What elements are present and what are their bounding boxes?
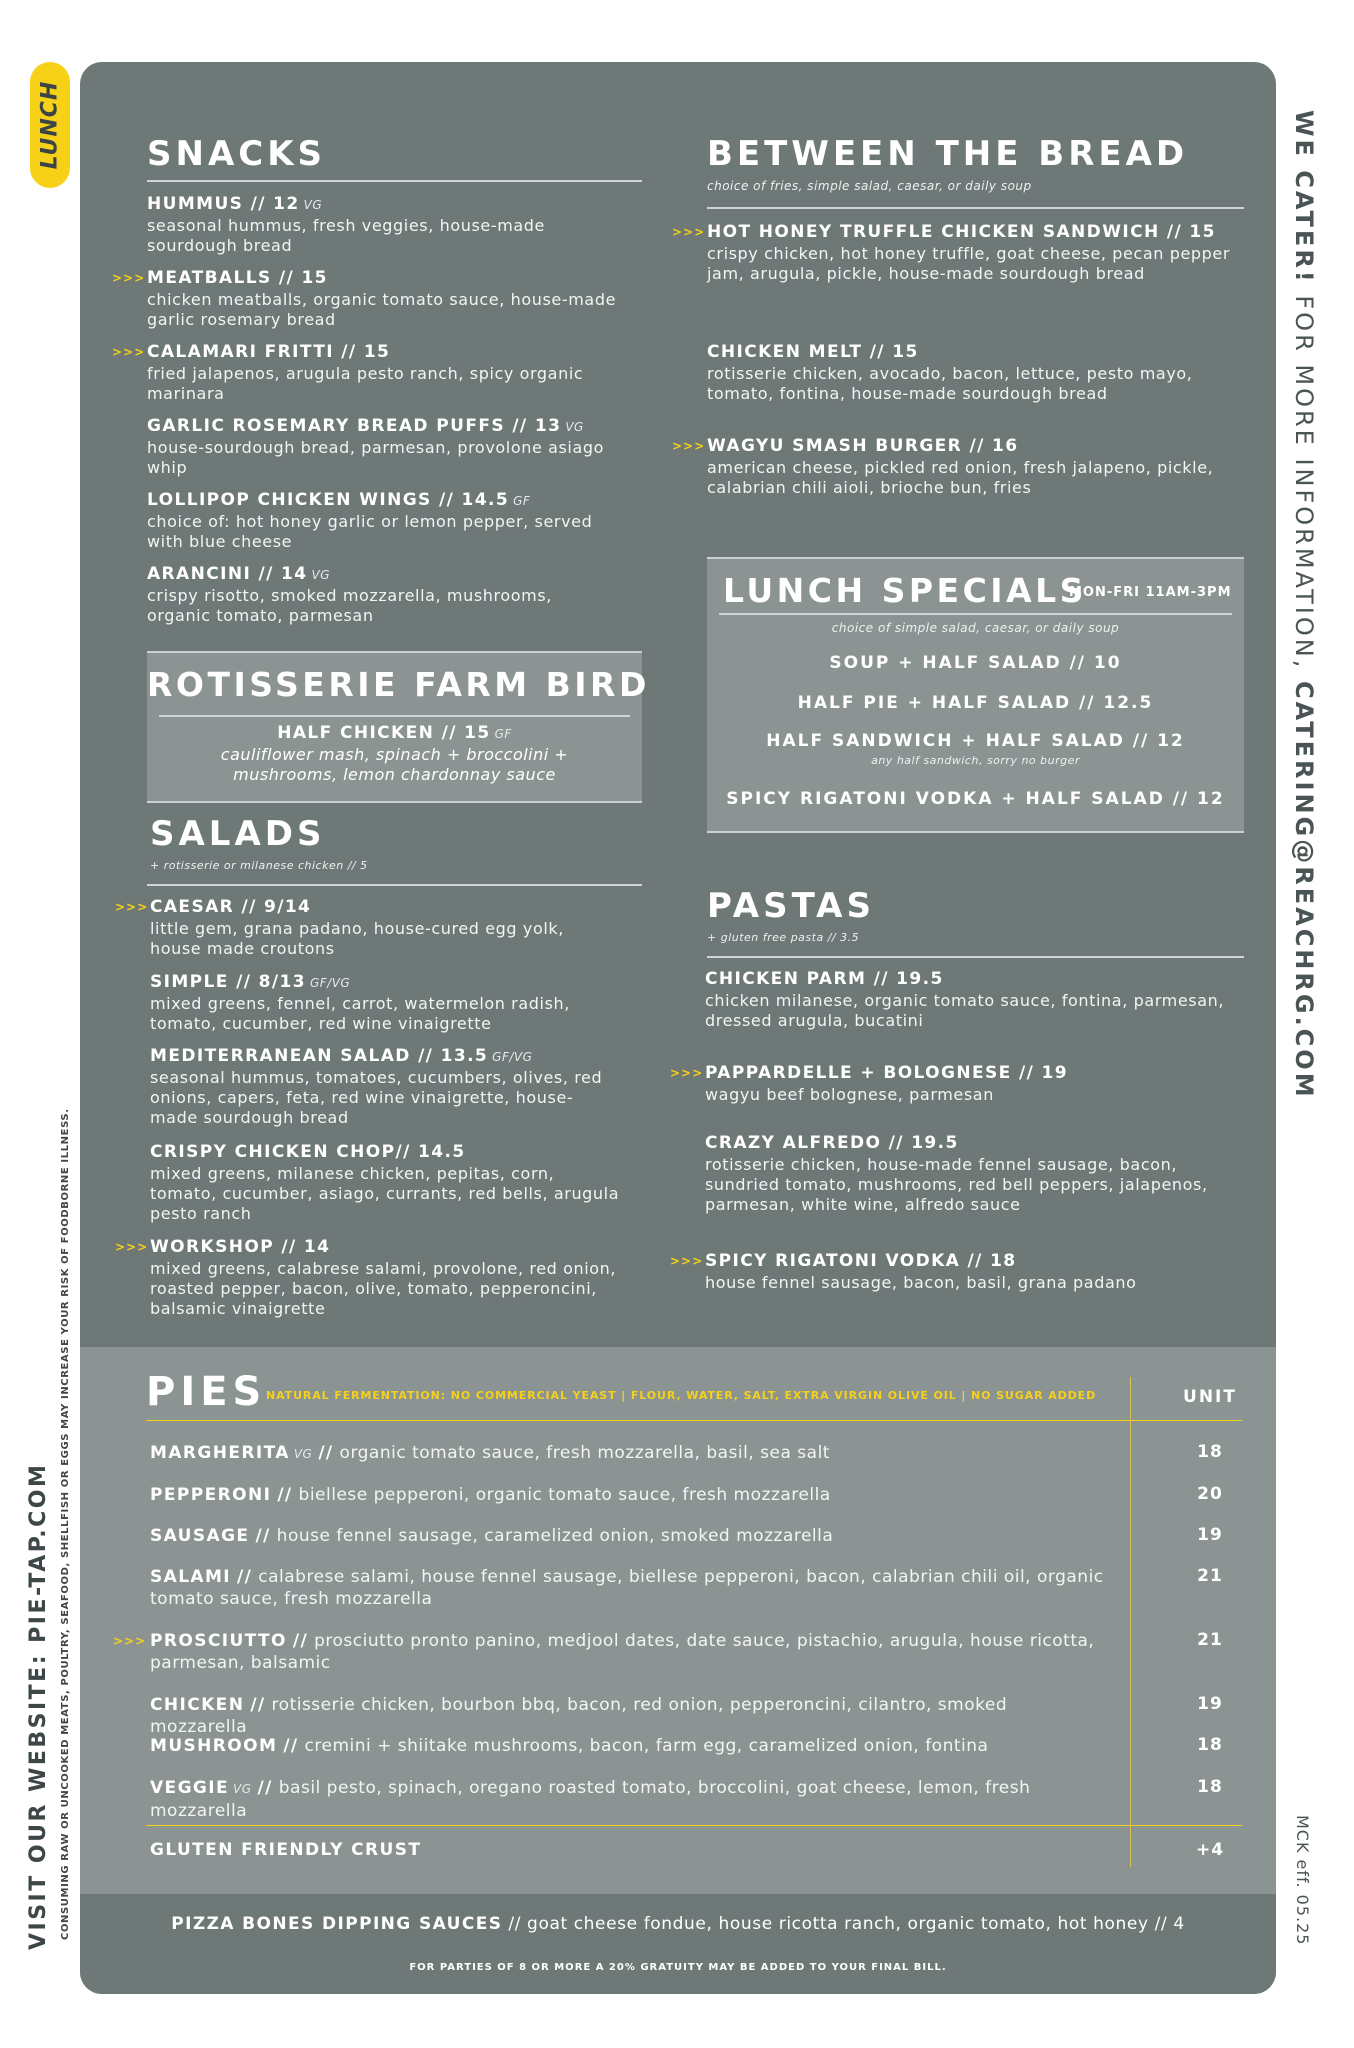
pie-price: 21 [1197, 1630, 1223, 1650]
featured-marker: >>> [670, 1254, 704, 1268]
pies-header-rule [146, 1420, 1242, 1421]
pie-name: SALAMI [150, 1567, 232, 1587]
catering-email[interactable]: CATERING@REACHRG.COM [1290, 680, 1318, 1100]
menu-item-name [707, 436, 1019, 456]
pie-separator: // [292, 1631, 309, 1651]
menu-item-desc: crispy chicken, hot honey truffle, goat cheese, pecan pepper jam, arugula, pickle, house-made sourdough bread [707, 244, 1231, 283]
website-vertical: VISIT OUR WEBSITE: PIE-TAP.COM [26, 1462, 51, 1950]
pie-name: MARGHERITA [150, 1443, 290, 1463]
pie-price: 18 [1197, 1777, 1223, 1797]
pie-desc: prosciutto pronto panino, medjool dates, date sauce, pistachio, arugula, house ricotta, parmesan, balsamic [150, 1631, 1095, 1673]
rotisserie-title: ROTISSERIE FARM BIRD [147, 665, 650, 704]
pastas-rule [707, 956, 1244, 958]
lunch-special-3: HALF SANDWICH + HALF SALAD // 12 [766, 731, 1185, 751]
pies-title: PIES [146, 1369, 267, 1415]
rotisserie-box [147, 651, 650, 803]
pie-row [150, 1484, 1110, 1506]
lunch-special-4: SPICY RIGATONI VODKA + HALF SALAD // 12 [726, 789, 1225, 809]
item-name-text: HOT HONEY TRUFFLE CHICKEN SANDWICH // 15 [707, 222, 1216, 242]
pie-name: PROSCIUTTO [150, 1631, 287, 1651]
menu-item-name [147, 268, 328, 288]
pastas-title: PASTAS [707, 886, 875, 926]
pie-row [150, 1777, 1110, 1822]
pie-desc: house fennel sausage, caramelized onion, smoked mozzarella [276, 1526, 834, 1546]
pie-name: SAUSAGE [150, 1526, 250, 1546]
version-code: MCK eff. 05.25 [1293, 1815, 1312, 1946]
pies-footer-rule [146, 1825, 1242, 1826]
diet-tag: GF/VG [309, 976, 351, 990]
menu-item-name [147, 342, 390, 362]
menu-item-desc: mixed greens, milanese chicken, pepitas, corn, tomato, cucumber, asiago, currants, red bells, arugula pesto ranch [150, 1164, 620, 1223]
dipping-sauces [80, 1914, 1276, 1934]
featured-marker: >>> [112, 345, 146, 359]
item-name-text: SIMPLE // 8/13 [150, 972, 306, 992]
lunch-specials-box [707, 557, 1244, 833]
lunch-special-1: SOUP + HALF SALAD // 10 [829, 653, 1122, 673]
lunch-special-note: any half sandwich, sorry no burger [871, 754, 1080, 767]
menu-item-desc: rotisserie chicken, avocado, bacon, lettuce, pesto mayo, tomato, fontina, house-made sourdough bread [707, 364, 1193, 403]
pie-row [150, 1442, 1110, 1465]
featured-marker: >>> [672, 439, 706, 453]
menu-item-name [147, 416, 584, 436]
dipping-sauces-name: PIZZA BONES DIPPING SAUCES [171, 1914, 503, 1934]
item-name-text: CAESAR // 9/14 [150, 897, 312, 917]
diet-tag: GF/VG [492, 1050, 533, 1064]
pie-price: 19 [1197, 1694, 1223, 1714]
pastas-subtitle: + gluten free pasta // 3.5 [707, 931, 860, 944]
pie-price: 19 [1197, 1525, 1223, 1545]
we-cater-text: WE CATER! [1290, 110, 1318, 285]
dipping-sauces-desc: // goat cheese fondue, house ricotta ranch, organic tomato, hot honey // 4 [502, 1914, 1185, 1934]
pies-price-divider [1130, 1377, 1131, 1867]
pie-name: PEPPERONI [150, 1485, 272, 1505]
menu-item-desc: wagyu beef bolognese, parmesan [705, 1085, 994, 1104]
menu-item-desc: seasonal hummus, tomatoes, cucumbers, olives, red onions, capers, feta, red wine vinaigrette, house-made sourdough bread [150, 1068, 603, 1127]
item-name-text: LOLLIPOP CHICKEN WINGS // 14.5 [147, 490, 510, 510]
snacks-rule [147, 180, 642, 182]
item-name-text: PAPPARDELLE + BOLOGNESE // 19 [705, 1063, 1068, 1083]
pies-section [80, 1347, 1276, 1894]
menu-item-name [150, 972, 350, 992]
pie-price: 18 [1197, 1442, 1223, 1462]
featured-marker: >>> [672, 225, 706, 239]
featured-marker: >>> [113, 1634, 147, 1648]
menu-item-desc: little gem, grana padano, house-cured egg yolk, house made croutons [150, 919, 564, 958]
unit-header: UNIT [1183, 1387, 1237, 1407]
salads-subtitle: + rotisserie or milanese chicken // 5 [150, 859, 368, 872]
pie-name: CHICKEN [150, 1695, 245, 1715]
lunch-specials-rule [719, 613, 1232, 615]
item-name-text: MEDITERRANEAN SALAD // 13.5 [150, 1046, 489, 1066]
pie-name: MUSHROOM [150, 1736, 278, 1756]
lunch-specials-subtitle: choice of simple salad, caesar, or daily soup [831, 621, 1120, 635]
pie-row [150, 1525, 1110, 1547]
menu-item-desc: chicken milanese, organic tomato sauce, fontina, parmesan, dressed arugula, bucatini [705, 991, 1225, 1030]
more-info-text: FOR MORE INFORMATION, [1290, 284, 1318, 681]
menu-item-desc: chicken meatballs, organic tomato sauce, house-made garlic rosemary bread [147, 290, 617, 329]
pie-price: 21 [1197, 1566, 1223, 1586]
menu-item-desc: mixed greens, calabrese salami, provolone, red onion, roasted pepper, bacon, olive, tomato, pepperoncini, balsamic vinaigrette [150, 1259, 617, 1318]
featured-marker: >>> [115, 1240, 149, 1254]
gratuity-note: FOR PARTIES OF 8 OR MORE A 20% GRATUITY MAY BE ADDED TO YOUR FINAL BILL. [409, 1962, 947, 1973]
menu-card [80, 62, 1276, 1994]
diet-tag: VG [565, 420, 584, 434]
item-name-text: CHICKEN PARM // 19.5 [705, 969, 944, 989]
item-name-text: ARANCINI // 14 [147, 564, 308, 584]
item-name-text: WORKSHOP // 14 [150, 1237, 331, 1257]
menu-item-desc: mixed greens, fennel, carrot, watermelon radish, tomato, cucumber, red wine vinaigrette [150, 994, 570, 1033]
pie-desc: rotisserie chicken, bourbon bbq, bacon, red onion, pepperoncini, cilantro, smoked mozzarella [150, 1695, 1008, 1737]
menu-item-desc: rotisserie chicken, house-made fennel sausage, bacon, sundried tomato, mushrooms, red bell peppers, jalapenos, parmesan, white wine, alfredo sauce [705, 1155, 1208, 1214]
menu-item-name [150, 1142, 466, 1162]
menu-item-desc: seasonal hummus, fresh veggies, house-made sourdough bread [147, 216, 545, 255]
menu-item-name [707, 342, 919, 362]
menu-item-name [150, 897, 311, 917]
pie-name: VEGGIE [150, 1778, 230, 1798]
rotisserie-desc: cauliflower mash, spinach + broccolini + mushrooms, lemon chardonnay sauce [220, 745, 569, 784]
featured-marker: >>> [670, 1066, 704, 1080]
menu-item-name [705, 969, 944, 989]
item-name-text: GARLIC ROSEMARY BREAD PUFFS // 13 [147, 416, 562, 436]
diet-tag: GF [513, 494, 531, 508]
diet-tag: VG [233, 1782, 252, 1796]
pie-price: 20 [1197, 1484, 1223, 1504]
pie-separator: // [318, 1443, 334, 1463]
pie-desc: basil pesto, spinach, oregano roasted tomato, broccolini, goat cheese, lemon, fresh mozzarella [150, 1778, 1031, 1821]
lunch-tab-label: LUNCH [37, 80, 63, 170]
pie-separator: // [250, 1695, 266, 1715]
catering-vertical [1290, 110, 1318, 1100]
featured-marker: >>> [115, 900, 149, 914]
salads-title: SALADS [150, 814, 326, 854]
rotisserie-item-name: HALF CHICKEN // 15 [277, 723, 491, 743]
featured-marker: >>> [112, 271, 146, 285]
menu-item-name [705, 1063, 1068, 1083]
gluten-crust-price: +4 [1195, 1840, 1225, 1860]
rotisserie-rule [159, 715, 630, 717]
menu-item-desc: choice of: hot honey garlic or lemon pepper, served with blue cheese [147, 512, 593, 551]
rotisserie-item [147, 723, 642, 743]
pie-separator: // [255, 1526, 271, 1546]
lunch-specials-hours: MON-FRI 11AM-3PM [1069, 585, 1232, 600]
menu-item-name [150, 1237, 330, 1257]
menu-item-name [147, 564, 330, 584]
pie-separator: // [283, 1736, 299, 1756]
lunch-tab [30, 62, 70, 188]
gluten-crust-label: GLUTEN FRIENDLY CRUST [150, 1840, 422, 1860]
diet-tag: VG [303, 198, 323, 212]
bread-subtitle: choice of fries, simple salad, caesar, or daily soup [707, 179, 1032, 193]
rotisserie-item-tag: GF [494, 727, 512, 741]
pie-price: 18 [1197, 1735, 1223, 1755]
diet-tag: VG [293, 1447, 313, 1461]
menu-item-name [147, 490, 530, 510]
menu-item-name [147, 194, 322, 214]
menu-item-name [150, 1046, 532, 1066]
menu-item-name [705, 1133, 959, 1153]
bread-rule [707, 207, 1244, 209]
lunch-special-2: HALF PIE + HALF SALAD // 12.5 [797, 693, 1154, 713]
menu-item-desc: crispy risotto, smoked mozzarella, mushrooms, organic tomato, parmesan [147, 586, 552, 625]
pie-row [150, 1735, 1110, 1757]
item-name-text: MEATBALLS // 15 [147, 268, 328, 288]
pie-separator: // [257, 1778, 273, 1798]
pie-desc: organic tomato sauce, fresh mozzarella, basil, sea salt [339, 1443, 830, 1463]
diet-tag: VG [311, 568, 331, 582]
lunch-specials-title: LUNCH SPECIALS [723, 571, 1087, 610]
bread-title: BETWEEN THE BREAD [707, 134, 1189, 174]
pie-desc: calabrese salami, house fennel sausage, biellese pepperoni, bacon, calabrian chili oil, organic tomato sauce, fresh mozzarella [150, 1567, 1104, 1609]
menu-item-desc: house fennel sausage, bacon, basil, grana padano [705, 1273, 1137, 1292]
pie-separator: // [237, 1567, 253, 1587]
item-name-text: WAGYU SMASH BURGER // 16 [707, 436, 1019, 456]
menu-item-desc: house-sourdough bread, parmesan, provolone asiago whip [147, 438, 605, 477]
pie-separator: // [277, 1485, 293, 1505]
foodborne-disclaimer: CONSUMING RAW OR UNCOOKED MEATS, POULTRY, SEAFOOD, SHELLFISH OR EGGS MAY INCREASE YOUR RISK OF FOODBORNE ILLNESS. [60, 1108, 71, 1940]
pie-desc: biellese pepperoni, organic tomato sauce, fresh mozzarella [298, 1485, 831, 1505]
pie-row [150, 1566, 1110, 1610]
pies-tagline: NATURAL FERMENTATION: NO COMMERCIAL YEAST | FLOUR, WATER, SALT, EXTRA VIRGIN OLIVE OIL | NO SUGAR ADDED [266, 1389, 1097, 1402]
item-name-text: SPICY RIGATONI VODKA // 18 [705, 1251, 1017, 1271]
salads-rule [147, 884, 642, 886]
item-name-text: CRAZY ALFREDO // 19.5 [705, 1133, 959, 1153]
footer [80, 1894, 1276, 1994]
menu-item-desc: fried jalapenos, arugula pesto ranch, spicy organic marinara [147, 364, 584, 403]
menu-item-name [705, 1251, 1017, 1271]
item-name-text: CALAMARI FRITTI // 15 [147, 342, 391, 362]
pie-desc: cremini + shiitake mushrooms, bacon, farm egg, caramelized onion, fontina [304, 1736, 989, 1756]
item-name-text: CHICKEN MELT // 15 [707, 342, 919, 362]
menu-item-name [707, 222, 1216, 242]
item-name-text: HUMMUS // 12 [147, 194, 300, 214]
snacks-title: SNACKS [147, 134, 327, 174]
pie-row [150, 1630, 1110, 1674]
menu-item-desc: american cheese, pickled red onion, fresh jalapeno, pickle, calabrian chili aioli, brioche bun, fries [707, 458, 1214, 497]
pie-row [150, 1694, 1110, 1738]
item-name-text: CRISPY CHICKEN CHOP// 14.5 [150, 1142, 466, 1162]
